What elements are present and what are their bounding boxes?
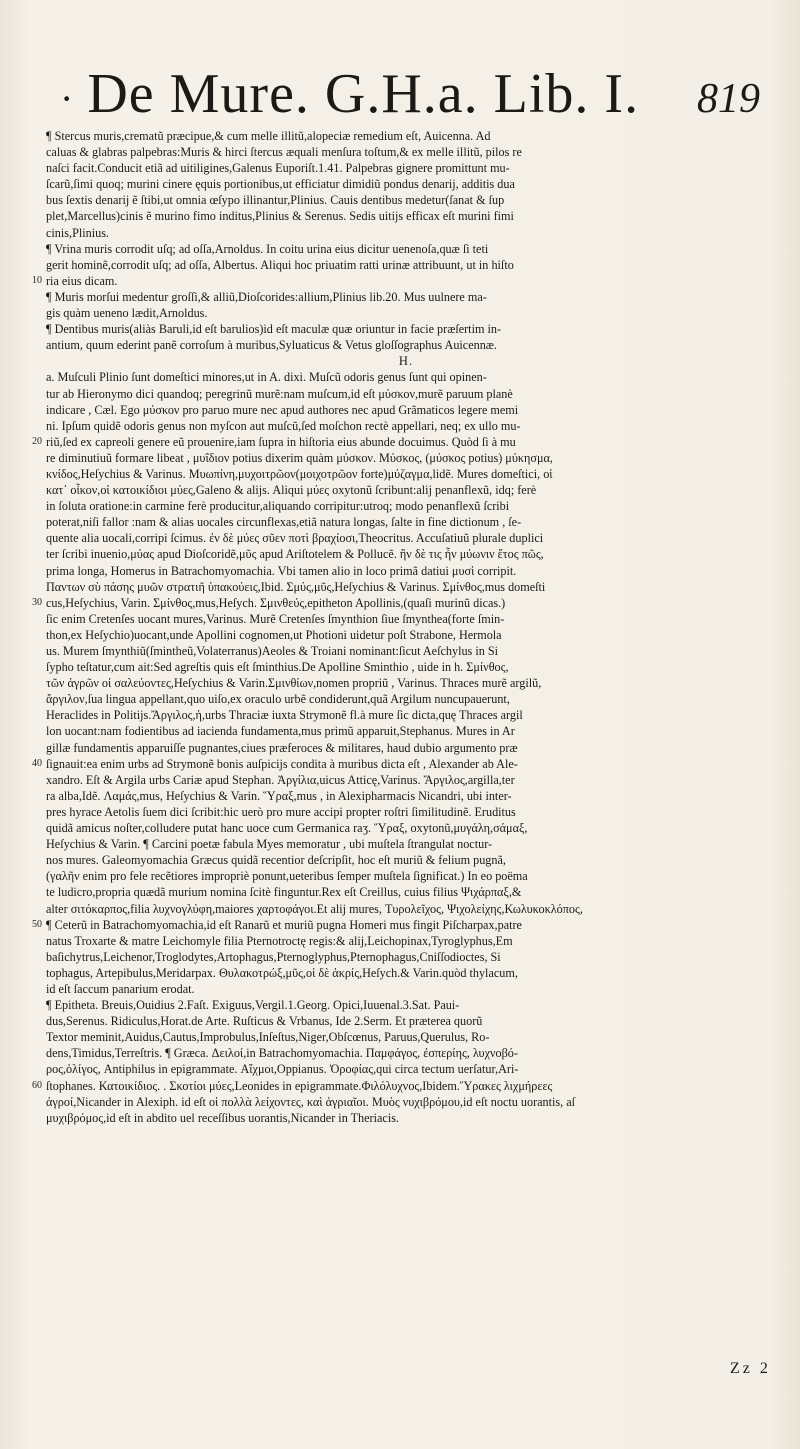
line-text: cus,Heſychius, Varin. Σμίνθος,mus,Heſych. Σμινθεύς,epitheton Apollinis,(quaſi murinũ dicas.): [46, 595, 506, 610]
line-text: gillæ fundamentis apparuiſſe pugnantes,ciues præferoces & militares, haud dubio argumento præ: [46, 740, 518, 755]
text-line: [32, 723, 766, 739]
text-line: [32, 273, 766, 289]
line-text: tophagus, Artepibulus,Meridarpax. Θυλακοτρώξ,μῦς,οἱ δὲ ἀκρίς,Heſych.& Varin.quòd thylacum,: [46, 965, 518, 980]
line-text: cinis,Plinius.: [46, 225, 109, 240]
line-number: 60: [32, 1079, 42, 1091]
text-line: [32, 981, 766, 997]
line-text: in ſoluta oratione:in carmine ferè producitur,aliquando corripitur:utroq; modo penanflexũ ſcribi: [46, 499, 510, 514]
line-text: ¶ Stercus muris,crematũ præcipue,& cum melle illitũ,alopeciæ remedium eſt, Auicenna. Ad: [46, 129, 491, 143]
text-line: [32, 176, 766, 192]
line-text: Heſychius & Varin. ¶ Carcini poetæ fabula Myes memoratur , ubi muſtela ſtrangulat noctur-: [46, 837, 493, 852]
line-text: natus Troxarte & matre Leichomyle filia Pternotroctę regis:& alij,Leichopinax,Tyroglyphus,Em: [46, 933, 513, 948]
line-text: ſcarũ,ſimi quoq; murini cinere ęquis portionibus,ut efficiatur dimidiũ pondus denarij, additis dua: [46, 177, 515, 192]
text-line: [32, 514, 766, 530]
text-line: [32, 144, 766, 160]
line-text: (γαλῆν enim pro fele recẽtiores impropriè ponunt,ueteribus ſemper muſtela ſignificat.) In eo poëma: [46, 869, 528, 884]
line-number: 30: [32, 596, 42, 608]
text-line: [32, 997, 766, 1013]
section-heading: [32, 353, 766, 369]
line-text: id eſt ſaccum panarium erodat.: [46, 981, 195, 996]
text-line: [32, 852, 766, 868]
line-text: κνίδος,Heſychius & Varinus. Μυωπίνη,μυχοιτρῶον(μοιχοτρῶον forte)μύζαγμα,lidẽ. Mures domeſtici, οἱ: [46, 466, 553, 481]
text-line: [32, 208, 766, 224]
line-number: 20: [32, 435, 42, 447]
line-number: 40: [32, 757, 42, 769]
line-text: naſci facit.Conducit etiã ad uitiligines,Galenus Euporiſt.1.41. Palpebras gignere promittunt mu-: [46, 161, 510, 176]
text-line: [32, 820, 766, 836]
line-text: dens,Timidus,Terreſtris. ¶ Græca. Δειλοί,in Batrachomyomachia. Παμφάγος, ἐσπερίης, λυχνοβό-: [46, 1046, 518, 1061]
text-line: [32, 192, 766, 208]
text-line: [32, 643, 766, 659]
text-line: [32, 466, 766, 482]
line-text: ſypho teſtatur,cum ait:Sed agreſtis quis eſt ſminthius.De Apolline Sminthio , uide in h. Σμίνθος,: [46, 660, 509, 675]
line-text: ¶ Vrina muris corrodit uſq; ad oſſa,Arnoldus. In coitu urina eius dicitur uenenoſa,quæ ſi teti: [46, 241, 489, 256]
body-text: [32, 128, 766, 1126]
text-line: [32, 788, 766, 804]
line-text: alter σιτόκαρπος,filia λυχνογλύφη,maiores χαρτοφάγοι.Et alij mures, Τυρολεῖχος, Ψιχολείχης,Κωλυκοκλόπος,: [46, 901, 583, 916]
text-line: [32, 933, 766, 949]
text-line: [32, 772, 766, 788]
line-text: ſtophanes. Κατοικίδιος. . Σκοτίοι μύες,Leonides in epigrammate.Φιλόλυχνος,Ibidem.Ὕρακες λιχμήρεες: [46, 1078, 553, 1093]
line-text: ſic enim Cretenſes uocant mures,Varinus. Murẽ Cretenſes ſmynthion ſiue ſmynthea(forte ſmin-: [46, 611, 505, 626]
line-text: ¶ Dentibus muris(aliàs Baruli,id eſt barulios)id eſt maculæ quæ oriuntur in facie præſertim in-: [46, 322, 502, 337]
line-text: thon,ex Heſychio)uocant,unde Apollini cognomen,ut Photioni uidetur poſt Strabone, Hermola: [46, 627, 502, 642]
line-text: Παντων σὺ πάσης μυῶν στρατιῆ ὑπακούεις,Ibid. Σμύς,μῦς,Heſychius & Varinus. Σμίνθος,mus domeſti: [46, 579, 546, 594]
line-text: κατ᾽ οἶκον,οἱ κατοικίδιοι μύες,Galeno & alijs. Aliqui μύες oxytonũ ſcribunt:alij penanflexũ, idq; ferè: [46, 483, 537, 498]
text-line: [32, 675, 766, 691]
line-text: bus ſextis denarij ẽ ſtibi,ut omnia œſypo illinantur,Plinius. Cauis dentibus medetur(ſanat & ſup: [46, 193, 505, 208]
text-line: [32, 579, 766, 595]
line-text: us. Murem ſmynthiũ(ſmintheũ,Volaterranus)Aeoles & Troiani nominant:ſicut Aeſchylus in Si: [46, 644, 499, 658]
line-text: H.: [398, 354, 414, 369]
text-line: [32, 289, 766, 305]
text-line: [32, 337, 766, 353]
text-line: [32, 482, 766, 498]
text-line: [32, 1078, 766, 1094]
text-line: [32, 949, 766, 965]
line-text: xandro. Eſt & Argila urbs Cariæ apud Stephan. Ἀργίλια,uicus Atticę,Varinus. Ἄργιλος,argilla,ter: [46, 772, 515, 787]
text-line: [32, 595, 766, 611]
text-line: [32, 402, 766, 418]
line-text: μυχιβρόμος,id eſt in abdito uel receſſibus uorantis,Nicander in Theriacis.: [46, 1110, 399, 1125]
text-line: [32, 740, 766, 756]
text-line: [32, 917, 766, 933]
text-line: [32, 241, 766, 257]
line-text: Textor meminit,Auidus,Cautus,Improbulus,Inſeſtus,Niger,Obſcœnus, Paruus,Querulus, Ro-: [46, 1030, 490, 1045]
line-text: re diminutiuũ formare libeat , μυΐδιον potius dixerim quàm μύσκον. Μύσκος, (μύσκος potius) μύκησμα,: [46, 450, 553, 465]
text-line: [32, 450, 766, 466]
line-text: gis quàm ueneno lædit,Arnoldus.: [46, 306, 208, 321]
line-text: ni. Ipſum quidẽ odoris genus non myſcon aut muſcũ,ſed moſchon rectè appellari, neq; ex ullo mu-: [46, 418, 521, 433]
text-line: [32, 965, 766, 981]
line-text: ter ſcribi inuenio,μύας apud Dioſcoridẽ,μῦς apud Ariſtotelem & Pollucẽ. ἢν δὲ τις ἦν μύωνιν ἔτος πῶς,: [46, 547, 544, 562]
text-line: [32, 659, 766, 675]
text-line: [32, 1045, 766, 1061]
text-line: [32, 804, 766, 820]
line-text: ¶ Epitheta. Breuis,Ouidius 2.Faſt. Exiguus,Vergil.1.Georg. Opici,Iuuenal.3.Sat. Paui-: [46, 998, 460, 1013]
text-line: [32, 1110, 766, 1126]
line-text: caluas & glabras palpebras:Muris & hirci ſtercus æquali menſura toſtum,& ex melle illitũ, pilos re: [46, 145, 522, 160]
text-line: [32, 563, 766, 579]
text-line: [32, 225, 766, 241]
text-line: [32, 836, 766, 852]
text-line: [32, 1029, 766, 1045]
line-text: ἄργιλον,ſua lingua appellant,quo uiſo,ex oraculo urbẽ condiderunt,quã Argilum nuncupauerunt,: [46, 692, 510, 707]
text-line: [32, 868, 766, 884]
line-text: plet,Marcellus)cinis ẽ murino fimo inditus,Plinius & Serenus. Sedis uitijs efficax eſt murini fimi: [46, 209, 514, 224]
line-text: poterat,niſi fallor :nam & alias uocales circunflexas,etiã natura longas, ſalte in fine dictionum , ſe-: [46, 515, 522, 530]
line-text: ρος,ὀλίγος, Antiphilus in epigrammate. Αἴχμοι,Oppianus. Ὀροφίας,qui circa tectum uerſatur,Ari-: [46, 1062, 519, 1077]
line-text: nos mures. Galeomyomachia Græcus quidã recentior deſcripſit, hoc eſt muriũ & felium pugnã,: [46, 853, 506, 868]
text-line: [32, 530, 766, 546]
text-line: [32, 257, 766, 273]
text-line: [32, 1094, 766, 1110]
line-text: ἀγροί,Nicander in Alexiph. id eſt οἱ πολλὰ λείχοντες, καὶ ἀγριαῖοι. Μυὸς νυχιβρόμου,id eſt noctu uorantis, aſ: [46, 1094, 576, 1109]
text-line: [32, 756, 766, 772]
text-line: [32, 884, 766, 900]
text-line: [32, 128, 766, 144]
page-number: 819: [697, 76, 760, 122]
line-text: ¶ Ceterũ in Batrachomyomachia,id eſt Ranarũ et muriũ pugna Homeri mus fingit Piſcharpax,patre: [46, 917, 522, 932]
line-text: ¶ Muris morſui medentur groſſi,& alliũ,Dioſcorides:allium,Plinius lib.20. Mus uulnere ma-: [46, 289, 487, 304]
line-text: quidã amicus noſter,colludere putat hanc uoce cum Germanica raʒ. Ὕραξ, oxytonũ,μυγάλη,σάμαξ,: [46, 821, 528, 836]
text-line: [32, 321, 766, 337]
line-text: ria eius dicam.: [46, 273, 118, 288]
text-line: [32, 1061, 766, 1077]
line-text: dus,Serenus. Ridiculus,Horat.de Arte. Ruſticus & Vrbanus, Ide 2.Serm. Et præterea quorũ: [46, 1014, 483, 1029]
line-text: pres hyrace Aetolis ſuem dici ſcribit:hic uerò pro mure accipi propter roſtri ſimilitudinẽ. Eruditus: [46, 804, 516, 819]
line-text: τῶν ἀγρῶν οἱ σαλεύοντες,Heſychius & Varin.Σμινθίων,nomen propriũ , Varinus. Thraces murẽ argilũ,: [46, 676, 542, 691]
text-line: [32, 369, 766, 385]
text-line: [32, 901, 766, 917]
running-title: De Mure. G.H.a. Lib. I.: [87, 63, 640, 125]
line-text: prima longa, Homerus in Batrachomyomachia. Vbi tamen alio in loco primã datiui μυσὶ corripit.: [46, 563, 517, 578]
line-text: antium, quum ederint panẽ corroſum à muribus,Syluaticus & Vetus gloſſographus Auicennæ.: [46, 338, 497, 353]
text-line: [32, 707, 766, 723]
text-line: [32, 1013, 766, 1029]
text-line: [32, 611, 766, 627]
page-header: [60, 63, 760, 126]
line-text: a. Muſculi Plinio ſunt domeſtici minores,ut in A. dixi. Muſcũ odoris genus ſunt qui opinen-: [46, 370, 487, 385]
text-line: [32, 498, 766, 514]
header-dot: ·: [60, 76, 74, 121]
text-line: [32, 691, 766, 707]
text-line: [32, 160, 766, 176]
line-text: te ludicro,propria quædã murium nomina ſcitè finguntur.Rex eſt Creillus, cuius filius Ψιχάρπαξ,&: [46, 885, 522, 900]
line-text: baſichytrus,Leichenor,Troglodytes,Artophagus,Pternoglyphus,Pternophagus,Cniſſodioctes, Si: [46, 949, 501, 964]
text-line: [32, 546, 766, 562]
line-text: tur ab Hieronymo dici quandoq; peregrinũ murẽ:nam muſcum,id eſt μύσκον,murẽ paruum planè: [46, 386, 513, 401]
line-text: quente alia uocali,corripi ſcimus. ἐν δὲ μύες σῦεν ποτὶ βραχίοσι,Theocritus. Accuſatiuũ plurale duplici: [46, 531, 544, 546]
text-line: [32, 627, 766, 643]
text-line: [32, 434, 766, 450]
line-text: lon uocant:nam fodientibus ad iacienda fundamenta,mus primũ apparuit,Stephanus. Mures in Ar: [46, 724, 515, 739]
text-line: [32, 418, 766, 434]
line-text: gerit hominẽ,corrodit uſq; ad oſſa, Albertus. Aliqui hoc priuatim ratti urinæ attribuunt, ut in hiſto: [46, 257, 514, 272]
line-text: ra alba,Idẽ. Λαμάς,mus, Heſychius & Varin. Ὕραξ,mus , in Alexipharmacis Nicandri, ubi inter-: [46, 788, 512, 803]
line-text: ſignauit:ea enim urbs ad Strymonẽ bonis auſpicijs condita à muribus dicta eſt , Alexander ab Ale-: [46, 756, 518, 771]
line-text: riũ,ſed ex capreoli genere eũ prouenire,iam ſupra in hiſtoria eius abunde docuimus. Quòd ſi à mu: [46, 434, 516, 449]
text-line: [32, 305, 766, 321]
text-line: [32, 386, 766, 402]
line-number: 10: [32, 274, 42, 286]
line-text: indicare , Cæl. Ego μύσκον pro paruo mure nec apud authores nec apud Grãmaticos legere memi: [46, 402, 519, 417]
signature-mark: Zz 2: [730, 1360, 771, 1377]
line-number: 50: [32, 918, 42, 930]
line-text: Heraclides in Politijs.Ἄργιλος,ἡ,urbs Thraciæ iuxta Strymonẽ fl.à mure ſic dicta,quę Thraces argil: [46, 708, 523, 723]
